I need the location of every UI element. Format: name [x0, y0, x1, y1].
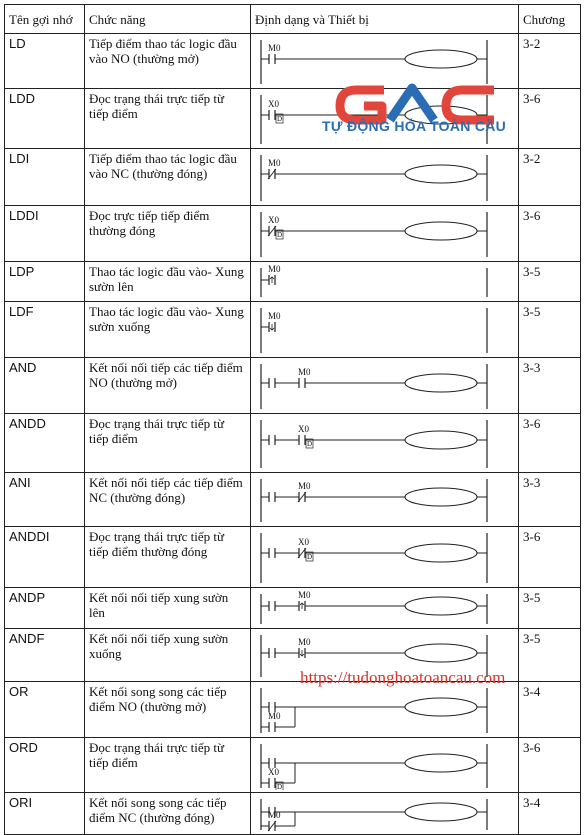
ladder-rung	[255, 740, 521, 790]
output-coil	[405, 222, 477, 240]
mnemonic-cell: ANI	[5, 473, 85, 527]
ladder-rung	[255, 684, 521, 735]
website-watermark[interactable]: https://tudonghoatoancau.com	[300, 668, 506, 687]
chapter-cell: 3-6	[519, 738, 581, 793]
function-cell: Đọc trạng thái trực tiếp từ tiếp điểm	[85, 738, 251, 793]
table-row	[5, 682, 581, 738]
ladder-diagram-cell	[251, 527, 519, 588]
function-cell: Kết nối nối tiếp xung sườn xuống	[85, 629, 251, 682]
direct-tag-label: D	[277, 115, 283, 123]
device-label: X0	[298, 424, 309, 434]
rise-arrow	[270, 277, 274, 283]
chapter-cell: 3-6	[519, 89, 581, 149]
ladder-diagram-cell	[251, 302, 519, 358]
table-row	[5, 588, 581, 629]
table-row	[5, 793, 581, 835]
ladder-diagram-cell	[251, 149, 519, 206]
device-label: M0	[268, 711, 281, 721]
ladder-diagram-cell	[251, 473, 519, 527]
function-cell: Thao tác logic đầu vào- Xung sườn xuống	[85, 302, 251, 358]
table-row	[5, 527, 581, 588]
function-cell: Tiếp điểm thao tác logic đầu vào NO (thường mở)	[85, 34, 251, 89]
device-label: X0	[268, 99, 279, 109]
function-cell: Kết nối nối tiếp xung sườn lên	[85, 588, 251, 629]
mnemonic-cell: AND	[5, 358, 85, 414]
table-row	[5, 206, 581, 262]
mnemonic-cell: LD	[5, 34, 85, 89]
device-label: X0	[268, 215, 279, 225]
function-cell: Đọc trạng thái trực tiếp từ tiếp điểm thường đóng	[85, 527, 251, 588]
device-label: M0	[298, 637, 311, 647]
chapter-cell: 3-5	[519, 588, 581, 629]
device-label: M0	[268, 264, 281, 274]
chapter-cell: 3-6	[519, 206, 581, 262]
function-cell: Kết nối song song các tiếp điểm NO (thường mở)	[85, 682, 251, 738]
mnemonic-cell: LDP	[5, 262, 85, 302]
device-label: M0	[298, 481, 311, 491]
chapter-cell: 3-4	[519, 682, 581, 738]
ladder-rung	[255, 264, 521, 299]
device-label: M0	[298, 590, 311, 600]
device-label: M0	[268, 810, 281, 820]
output-coil	[405, 488, 477, 506]
output-coil	[405, 803, 477, 821]
ladder-diagram-cell	[251, 206, 519, 262]
ladder-diagram-cell	[251, 262, 519, 302]
chapter-cell: 3-6	[519, 414, 581, 473]
output-coil	[405, 754, 477, 772]
ladder-rung	[255, 208, 521, 259]
ladder-rung	[255, 475, 521, 524]
chapter-cell: 3-6	[519, 527, 581, 588]
function-cell: Đọc trạng thái trực tiếp từ tiếp điểm	[85, 414, 251, 473]
company-watermark: TỰ ĐỘNG HÓA TOÀN CẦU	[322, 118, 507, 134]
device-label: M0	[268, 311, 281, 321]
function-cell: Tiếp điểm thao tác logic đầu vào NC (thường đóng)	[85, 149, 251, 206]
table-row	[5, 358, 581, 414]
mnemonic-cell: LDI	[5, 149, 85, 206]
chapter-cell: 3-3	[519, 473, 581, 527]
ladder-rung	[255, 416, 521, 470]
output-coil	[405, 544, 477, 562]
table-row	[5, 414, 581, 473]
chapter-cell: 3-5	[519, 302, 581, 358]
table-row	[5, 149, 581, 206]
mnemonic-cell: ANDP	[5, 588, 85, 629]
mnemonic-cell: LDD	[5, 89, 85, 149]
fall-arrow	[300, 650, 304, 656]
ladder-rung	[255, 590, 521, 626]
mnemonic-cell: OR	[5, 682, 85, 738]
function-cell: Đọc trạng thái trực tiếp từ tiếp điểm	[85, 89, 251, 149]
device-label: X0	[298, 537, 309, 547]
mnemonic-cell: ANDD	[5, 414, 85, 473]
chapter-cell: 3-5	[519, 262, 581, 302]
output-coil	[405, 374, 477, 392]
output-coil	[405, 597, 477, 615]
device-label: M0	[298, 367, 311, 377]
function-cell: Kết nối nối tiếp các tiếp điểm NC (thường đóng)	[85, 473, 251, 527]
chapter-cell: 3-2	[519, 149, 581, 206]
ladder-rung	[255, 529, 521, 585]
function-cell: Thao tác logic đầu vào- Xung sườn lên	[85, 262, 251, 302]
table-row	[5, 262, 581, 302]
ladder-rung	[255, 360, 521, 411]
direct-tag-label: D	[277, 231, 283, 239]
function-cell: Kết nối nối tiếp các tiếp điểm NO (thường mở)	[85, 358, 251, 414]
direct-tag-label: D	[307, 553, 313, 561]
mnemonic-cell: LDDI	[5, 206, 85, 262]
direct-tag-label: D	[307, 440, 313, 448]
output-coil	[405, 165, 477, 183]
header-mnemonic: Tên gợi nhớ	[5, 5, 85, 34]
header-format: Định dạng và Thiết bị	[251, 5, 519, 34]
ladder-diagram-cell	[251, 793, 519, 835]
output-coil	[405, 698, 477, 716]
chapter-cell: 3-3	[519, 358, 581, 414]
function-cell: Đọc trực tiếp tiếp điểm thường đóng	[85, 206, 251, 262]
mnemonic-cell: ORI	[5, 793, 85, 835]
header-chapter: Chương	[519, 5, 581, 34]
device-label: X0	[268, 767, 279, 777]
ladder-diagram-cell	[251, 588, 519, 629]
output-coil	[405, 50, 477, 68]
chapter-cell: 3-5	[519, 629, 581, 682]
chapter-cell: 3-2	[519, 34, 581, 89]
device-label: M0	[268, 43, 281, 53]
ladder-diagram-cell	[251, 738, 519, 793]
mnemonic-cell: ANDDI	[5, 527, 85, 588]
ladder-rung	[255, 304, 521, 355]
ladder-diagram-cell	[251, 682, 519, 738]
table-header-row	[5, 5, 581, 34]
function-cell: Kết nối song song các tiếp điểm NC (thường đóng)	[85, 793, 251, 835]
ladder-diagram-cell	[251, 414, 519, 473]
header-function: Chức năng	[85, 5, 251, 34]
chapter-cell: 3-4	[519, 793, 581, 835]
fall-arrow	[270, 324, 274, 330]
mnemonic-cell: LDF	[5, 302, 85, 358]
ladder-rung	[255, 795, 521, 832]
table-row	[5, 738, 581, 793]
mnemonic-cell: ORD	[5, 738, 85, 793]
ladder-diagram-cell	[251, 358, 519, 414]
rise-arrow	[300, 603, 304, 609]
direct-tag-label: D	[277, 783, 283, 790]
output-coil	[405, 431, 477, 449]
mnemonic-cell: ANDF	[5, 629, 85, 682]
ladder-rung	[255, 151, 521, 203]
output-coil	[405, 644, 477, 662]
device-label: M0	[268, 158, 281, 168]
table-row	[5, 473, 581, 527]
table-row	[5, 302, 581, 358]
